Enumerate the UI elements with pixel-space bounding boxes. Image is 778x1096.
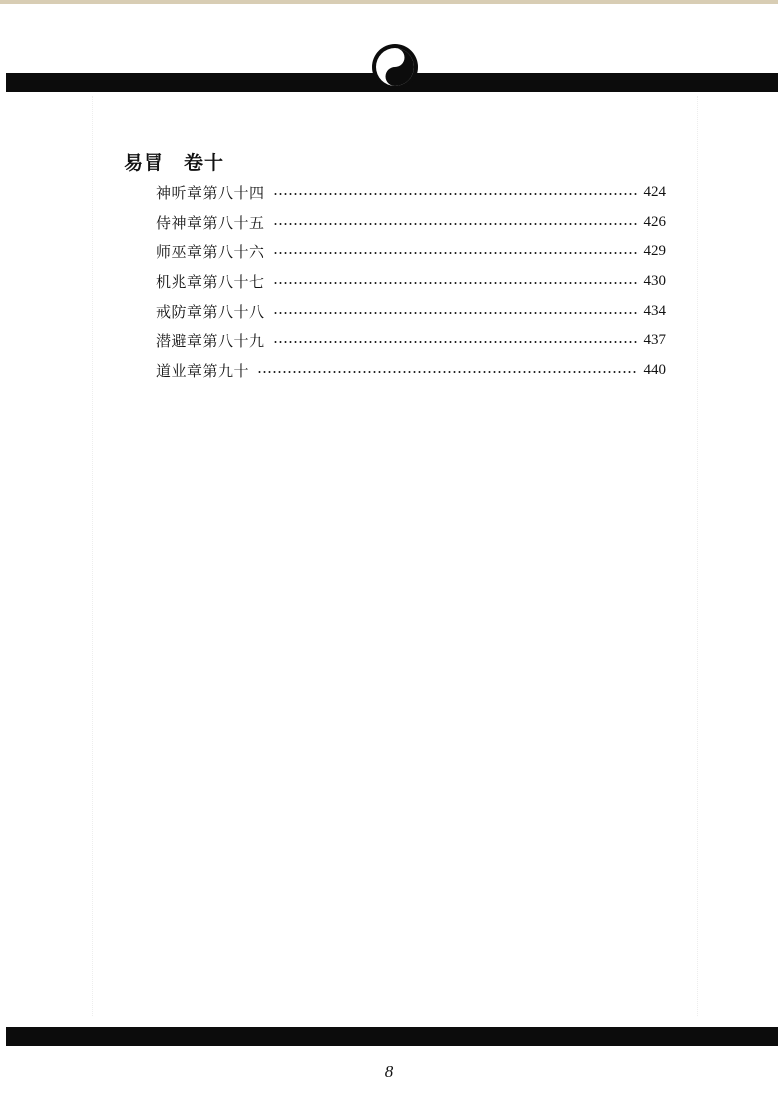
toc-entry-label: 侍神章第八十五 — [156, 213, 265, 232]
toc-entry[interactable] — [156, 296, 666, 326]
toc-leader-dots — [273, 282, 638, 284]
toc-entry[interactable] — [156, 178, 666, 208]
yin-yang-icon — [371, 43, 419, 91]
section-title: 易冒 卷十 — [124, 152, 225, 174]
toc-entry-page: 426 — [643, 213, 666, 230]
toc-leader-dots — [273, 341, 638, 343]
toc-leader-dots — [273, 252, 638, 254]
toc-entry-page: 430 — [643, 273, 666, 290]
toc-entry-page: 424 — [643, 184, 666, 201]
page-number: 8 — [384, 1062, 394, 1081]
toc-entry-page: 434 — [643, 302, 666, 319]
toc-entry[interactable] — [156, 326, 666, 356]
toc-leader-dots — [273, 223, 638, 225]
toc-entry[interactable] — [156, 208, 666, 238]
toc-entry-label: 潜避章第八十九 — [156, 332, 265, 351]
toc-entry[interactable] — [156, 356, 666, 386]
toc-entry[interactable] — [156, 237, 666, 267]
toc-entry-page: 429 — [643, 243, 666, 260]
footer-bar — [6, 1027, 778, 1046]
toc-entry-label: 神听章第八十四 — [156, 184, 265, 203]
page-top-edge — [0, 0, 778, 4]
toc-entry[interactable] — [156, 267, 666, 297]
toc-leader-dots — [273, 312, 638, 314]
toc-list — [156, 178, 666, 385]
toc-entry-label: 师巫章第八十六 — [156, 243, 265, 262]
toc-leader-dots — [257, 371, 637, 373]
toc-entry-label: 机兆章第八十七 — [156, 273, 265, 292]
toc-entry-page: 437 — [643, 332, 666, 349]
toc-entry-label: 道业章第九十 — [156, 361, 250, 380]
toc-entry-label: 戒防章第八十八 — [156, 302, 265, 321]
toc-entry-page: 440 — [643, 361, 666, 378]
toc-leader-dots — [273, 193, 638, 195]
